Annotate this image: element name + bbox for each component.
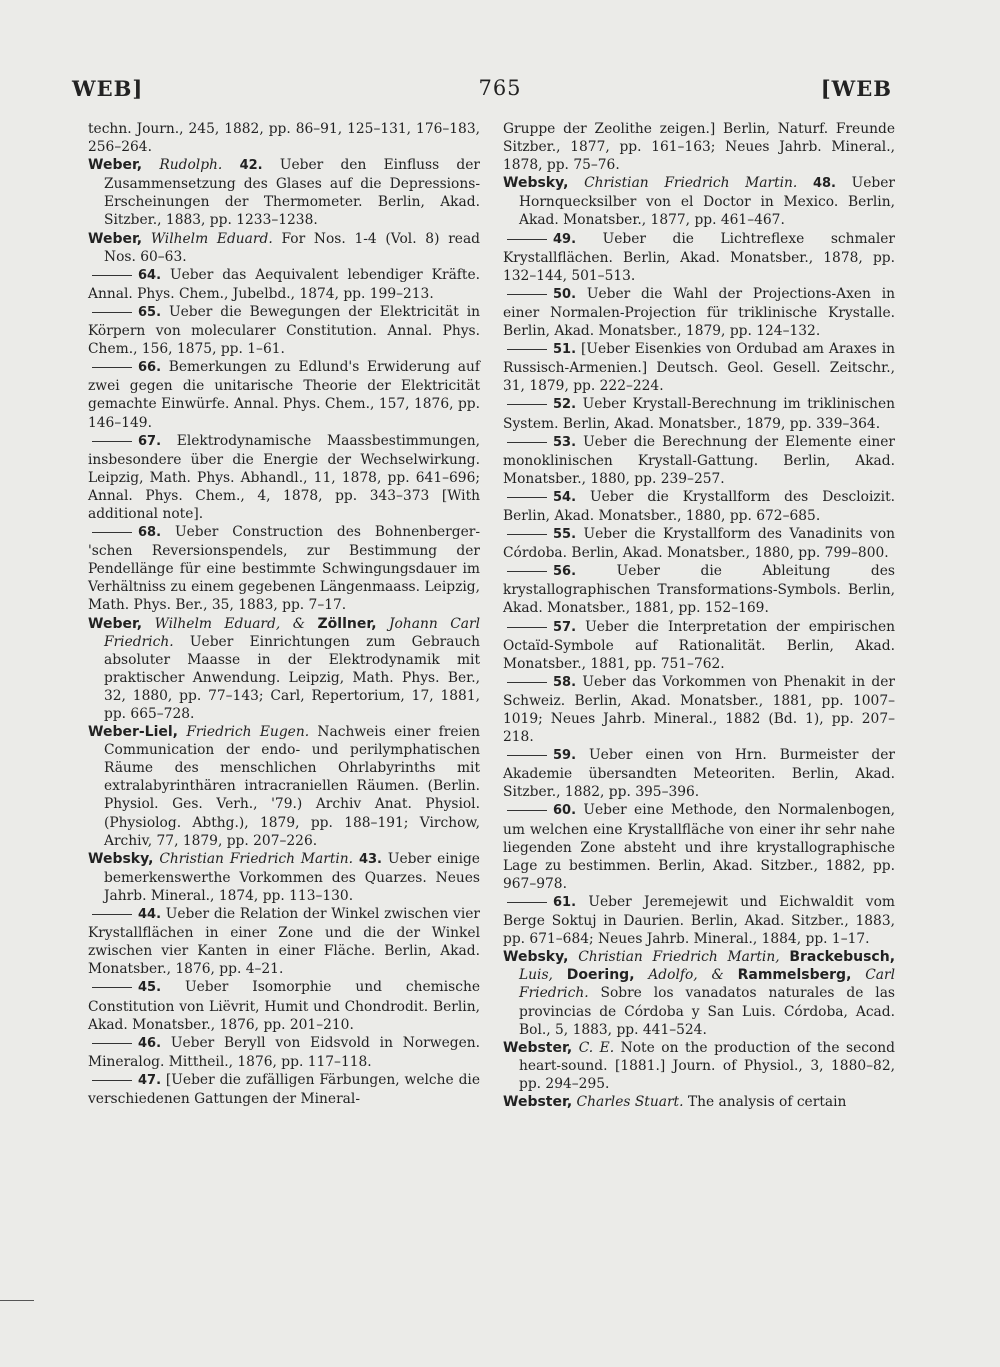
entry-text: Ueber Isomorphie und chemische Constitution von Liëvrit, Humit und Chondrodit. Berlin, Akad. Monatsber., 1876, pp. 201–210. — [88, 979, 480, 1033]
sub-entry — [88, 1034, 480, 1071]
right-column — [503, 120, 895, 1111]
entry-number: 49. — [553, 231, 577, 247]
ditto-dash — [92, 441, 132, 442]
bibliography-entry — [88, 230, 480, 266]
sub-entry — [88, 905, 480, 978]
ditto-dash — [92, 275, 132, 276]
entry-text: Ueber Einrichtungen zum Gebrauch absoluter Maasse in der Elektrodynamik mit praktischer Anwendung. Leipzig, Math. Phys. Ber., 32, 1880, pp. 77–143; Carl, Repertorium, 17, 1881, pp. 665–728. — [104, 633, 480, 722]
bibliography-entry — [88, 850, 480, 905]
entry-number: 50. — [553, 286, 577, 302]
bibliography-entry — [503, 174, 895, 229]
entry-continuation — [88, 120, 480, 156]
ditto-dash — [507, 755, 547, 756]
bibliography-entry — [88, 723, 480, 850]
author-given-name: Rudolph. — [159, 157, 223, 174]
entry-number: 43. — [358, 851, 382, 867]
author-surname: Weber, — [88, 157, 143, 174]
author-given-name: Wilhelm Eduard. — [150, 230, 273, 247]
sub-entry — [88, 978, 480, 1033]
author-given-name: Carl Friedrich. — [519, 967, 896, 1002]
sub-entry — [503, 488, 895, 525]
entry-text: Ueber die Bewegungen der Elektricität in Körpern von molecularer Constitution. Annal. Phys. Chem., 156, 1875, pp. 1–61. — [88, 303, 480, 358]
author-surname: Weber, — [88, 230, 143, 247]
author-given-name: Christian Friedrich Martin. — [584, 175, 798, 192]
entry-number: 48. — [812, 176, 836, 192]
sub-entry — [503, 746, 895, 801]
sub-entry — [503, 893, 895, 948]
entry-text: Note on the production of the second heart-sound. [1881.] Journ. of Physiol., 3, 1880–82, pp. 294–295. — [519, 1039, 896, 1092]
author-surname: Websky, — [88, 850, 154, 867]
entry-text: Ueber den Einfluss der Zusammensetzung des Glases auf die Depressions-Erscheinungen der Thermometer. Berlin, Akad. Sitzber., 1883, pp. 1233–1238. — [104, 157, 481, 229]
bibliography-entry — [88, 156, 480, 229]
entry-text: [Ueber Eisenkies von Ordubad am Araxes in Russisch-Armenien.] Deutsch. Geol. Gesell. Zeitschr., 31, 1879, pp. 222–224. — [503, 341, 895, 395]
sub-entry — [88, 432, 480, 523]
author-given-name: Charles Stuart. — [576, 1093, 684, 1110]
bibliography-entry — [503, 1039, 895, 1093]
entry-number: 52. — [553, 397, 577, 413]
ditto-dash — [507, 497, 547, 498]
author-given-name: Johann Carl Friedrich. — [104, 615, 481, 650]
sub-entry — [503, 230, 895, 285]
sub-entry — [503, 673, 895, 746]
ditto-dash — [507, 294, 547, 295]
ditto-dash — [507, 534, 547, 535]
entry-text: For Nos. 1-4 (Vol. 8) read Nos. 60–63. — [104, 230, 481, 265]
ditto-dash — [507, 902, 547, 903]
author-given-name: Adolfo, & — [648, 967, 724, 984]
ditto-dash — [507, 571, 547, 572]
page-number: 765 — [478, 76, 522, 100]
author-given-name: Luis, — [519, 967, 553, 984]
sub-entry — [88, 358, 480, 431]
running-head-right: [WEB — [820, 76, 892, 101]
ditto-dash — [507, 349, 547, 350]
ditto-dash — [507, 682, 547, 683]
sub-entry — [503, 433, 895, 488]
ditto-dash — [92, 914, 132, 915]
ditto-dash — [92, 367, 132, 368]
left-column — [88, 120, 480, 1108]
entry-number: 60. — [553, 803, 577, 819]
bibliography-entry — [503, 948, 895, 1038]
entry-text: [Ueber die zufälligen Färbungen, welche die verschiedenen Gattungen der Mineral- — [88, 1071, 480, 1107]
entry-text: Elektrodynamische Maassbestimmungen, insbesondere über die Energie der Wechselwirkung. Leipzig, Math. Phys. Abhandl., 11, 1878, pp. 641–696; Annal. Phys. Chem., 4, 1878, pp. 343–373 [With additional note]. — [88, 432, 480, 522]
sub-entry — [88, 266, 480, 303]
entry-text: Ueber die Krystallform des Vanadinits von Córdoba. Berlin, Akad. Monatsber., 1880, pp. 799–800. — [503, 526, 896, 562]
entry-text: Bemerkungen zu Edlund's Erwiderung auf zwei gegen die unitarische Theorie der Elektricität gemachte Einwürfe. Annal. Phys. Chem., 157, 1876, pp. 146–149. — [88, 359, 480, 431]
entry-number: 47. — [138, 1072, 162, 1088]
entry-number: 66. — [138, 360, 162, 376]
ditto-dash — [92, 532, 132, 533]
entry-text: Sobre los vanadatos naturales de las provincias de Córdoba y San Luis. Córdoba, Acad. Bol., 5, 1883, pp. 441–524. — [519, 985, 895, 1038]
entry-number: 55. — [553, 527, 577, 543]
author-given-name: Christian Friedrich Martin. — [159, 850, 354, 867]
author-surname: Websky, — [503, 949, 569, 966]
entry-number: 67. — [138, 433, 162, 449]
author-given-name: Friedrich Eugen. — [186, 724, 310, 741]
entry-text: Ueber Beryll von Eidsvold in Norwegen. Mineralog. Mittheil., 1876, pp. 117–118. — [88, 1034, 481, 1070]
entry-text: The analysis of certain — [687, 1093, 847, 1110]
entry-text: Ueber Krystall-Berechnung im triklinischen System. Berlin, Akad. Monatsber., 1879, pp. 339–364. — [503, 396, 895, 432]
entry-text: Ueber eine Methode, den Normalenbogen, um welchen eine Krystallfläche von einer ihr sehr nahe liegenden Zone absteht und ihre krystallographische Lage zu bestimmen. Berlin, Akad. Sitzber., 1882, pp. 967–978. — [503, 802, 895, 892]
sub-entry — [88, 523, 480, 614]
author-given-name: C. E. — [578, 1039, 615, 1056]
author-surname: Webster, — [503, 1093, 573, 1110]
sub-entry — [503, 285, 895, 340]
entry-number: 61. — [553, 894, 577, 910]
entry-number: 56. — [553, 564, 577, 580]
ditto-dash — [507, 239, 547, 240]
ditto-dash — [92, 1043, 132, 1044]
entry-text: Ueber die Ableitung des krystallographischen Transformations-Symbols. Berlin, Akad. Monatsber., 1881, pp. 152–169. — [503, 563, 895, 617]
ditto-dash — [92, 987, 132, 988]
entry-number: 68. — [138, 525, 162, 541]
entry-number: 59. — [553, 748, 577, 764]
sub-entry — [503, 525, 895, 562]
margin-mark — [0, 1300, 34, 1301]
ditto-dash — [507, 404, 547, 405]
entry-number: 53. — [553, 434, 577, 450]
entry-text: Ueber Jeremejewit und Eichwaldit vom Berge Soktuj in Daurien. Berlin, Akad. Sitzber., 1883, pp. 671–684; Neues Jahrb. Mineral., 1884, pp. 1–17. — [503, 893, 895, 948]
ditto-dash — [507, 627, 547, 628]
entry-text: techn. Journ., 245, 1882, pp. 86–91, 125–131, 176–183, 256–264. — [88, 121, 480, 156]
entry-number: 58. — [553, 674, 577, 690]
ditto-dash — [507, 442, 547, 443]
entry-number: 44. — [138, 907, 162, 923]
entry-text: Ueber die Berechnung der Elemente einer monoklinischen Krystall-Gattung. Berlin, Akad. Monatsber., 1880, pp. 239–257. — [503, 433, 895, 487]
sub-entry — [503, 340, 895, 395]
entry-continuation — [503, 120, 895, 174]
author-surname: Weber, — [88, 615, 143, 632]
entry-number: 51. — [553, 342, 577, 358]
entry-number: 42. — [239, 158, 263, 174]
sub-entry — [88, 303, 480, 358]
entry-text: Ueber das Vorkommen von Phenakit in der Schweiz. Berlin, Akad. Monatsber., 1881, pp. 1007–1019; Neues Jahrb. Mineral., 1882 (Bd. 1), pp. 207–218. — [503, 673, 895, 746]
running-head-left: WEB] — [72, 76, 144, 101]
entry-number: 54. — [553, 489, 577, 505]
entry-text: Nachweis einer freien Communication der endo- und perilymphatischen Räume des menschlichen Ohrlabyrinths mit extralabyrinthären intracraniellen Räumen. (Berlin. Physiol. Ges. Verh., '79.) Archiv Anat. Physiol. (Physiolog. Abthg.), 1879, pp. 188–191; Virchow, Archiv, 77, 1879, pp. 207–226. — [104, 724, 480, 849]
sub-entry — [503, 618, 895, 673]
entry-text: Ueber die Interpretation der empirischen Octaïd-Symbole auf Rationalität. Berlin, Akad. Monatsber., 1881, pp. 751–762. — [503, 618, 896, 672]
author-given-name: Wilhelm Eduard, & — [154, 615, 306, 632]
ditto-dash — [507, 810, 547, 811]
author-surname: Weber-Liel, — [88, 724, 179, 741]
entry-number: 45. — [138, 980, 162, 996]
entry-number: 57. — [553, 619, 577, 635]
entry-text: Ueber die Wahl der Projections-Axen in einer Normalen-Projection für triklinische Krystalle. Berlin, Akad. Monatsber., 1879, pp. 124–132. — [503, 285, 895, 340]
author-surname: Zöllner, — [317, 615, 377, 632]
entry-text: Gruppe der Zeolithe zeigen.] Berlin, Naturf. Freunde Sitzber., 1877, pp. 161–163; Neues Jahrb. Mineral., 1878, pp. 75–76. — [503, 121, 895, 174]
entry-text: Ueber die Krystallform des Descloizit. Berlin, Akad. Monatsber., 1880, pp. 672–685. — [503, 488, 896, 524]
ditto-dash — [92, 312, 132, 313]
sub-entry — [503, 801, 895, 892]
sub-entry — [503, 562, 895, 617]
entry-text: Ueber einen von Hrn. Burmeister der Akademie übersandten Meteoriten. Berlin, Akad. Sitzber., 1882, pp. 395–396. — [503, 747, 895, 801]
bibliography-entry — [88, 615, 480, 724]
author-surname: Websky, — [503, 175, 569, 192]
author-surname: Rammelsberg, — [737, 967, 852, 984]
sub-entry — [503, 395, 895, 432]
entry-text: Ueber das Aequivalent lebendiger Kräfte. Annal. Phys. Chem., Jubelbd., 1874, pp. 199–213. — [88, 266, 480, 302]
entry-number: 64. — [138, 267, 162, 283]
entry-text: Ueber Hornquecksilber von el Doctor in Mexico. Berlin, Akad. Monatsber., 1877, pp. 461–467. — [519, 175, 895, 229]
ditto-dash — [92, 1080, 132, 1081]
entry-number: 65. — [138, 304, 162, 320]
entry-text: Ueber die Relation der Winkel zwischen vier Krystallflächen in einer Zone und die der Winkel zwischen vier Kanten in einer Fläche. Berlin, Akad. Monatsber., 1876, pp. 4–21. — [88, 906, 480, 978]
entry-text: Ueber einige bemerkenswerthe Vorkommen des Quarzes. Neues Jahrb. Mineral., 1874, pp. 113–130. — [104, 850, 480, 904]
entry-number: 46. — [138, 1035, 162, 1051]
entry-text: Ueber Construction des Bohnenberger-'schen Reversionspendels, zur Bestimmung der Pendellänge für eine bestimmte Schwingungsdauer im Verhältniss zu einem gegebenen Längenmaass. Leipzig, Math. Phys. Ber., 35, 1883, pp. 7–17. — [88, 524, 480, 614]
author-surname: Doering, — [566, 967, 635, 984]
sub-entry — [88, 1071, 480, 1108]
author-surname: Brackebusch, — [789, 949, 896, 966]
author-surname: Webster, — [503, 1039, 573, 1056]
bibliography-entry — [503, 1093, 895, 1111]
entry-text: Ueber die Lichtreflexe schmaler Krystallflächen. Berlin, Akad. Monatsber., 1878, pp. 132–144, 501–513. — [503, 230, 895, 284]
author-given-name: Christian Friedrich Martin, — [578, 949, 780, 966]
